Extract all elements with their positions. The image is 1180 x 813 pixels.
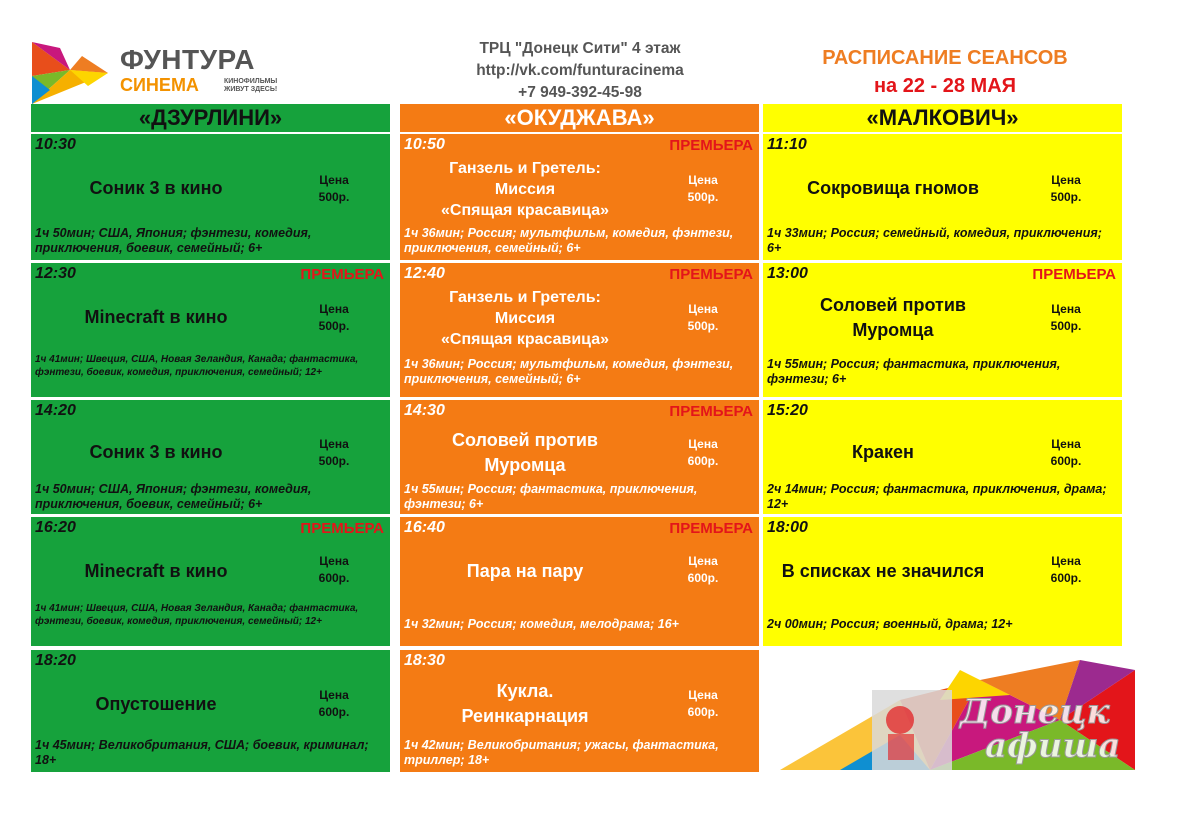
film-title: [31, 559, 281, 584]
session-cell[interactable]: [763, 263, 1122, 397]
film-info: 2ч 00мин; Россия; военный, драма; 12+: [767, 617, 1013, 631]
price: [1031, 553, 1101, 587]
film-title-line: Пара на пару: [466, 561, 584, 581]
film-title-line: Реинкарнация: [461, 706, 589, 726]
logo-tagline-1: КИНОФИЛЬМЫ: [224, 78, 278, 85]
hall-header: «ДЗУРЛИНИ»: [31, 104, 390, 132]
logo-name-bottom: СИНЕМА: [120, 75, 199, 95]
donetsk-afisha-watermark: [780, 660, 1140, 775]
session-time: 14:20: [35, 402, 76, 419]
film-title-line: Соловей против: [819, 295, 966, 315]
premiere-badge: ПРЕМЬЕРА: [669, 266, 753, 283]
film-info: 1ч 45мин; Великобритания, США; боевик, криминал; 18+: [35, 738, 369, 767]
session-time: 18:30: [404, 652, 445, 669]
price: [668, 436, 738, 470]
price-label: Цена: [688, 437, 718, 451]
film-title-line: Ганзель и Гретель:: [449, 160, 601, 177]
session-cell[interactable]: [763, 134, 1122, 260]
schedule-dates: на 22 - 28 МАЯ: [873, 75, 1017, 97]
price: [299, 553, 369, 587]
price-label: Цена: [319, 688, 349, 702]
session-time: 12:40: [404, 265, 445, 282]
film-title: [400, 559, 650, 584]
price-label: Цена: [688, 554, 718, 568]
film-title: [31, 692, 281, 717]
watermark-text-2: афиша: [985, 726, 1121, 766]
film-title: [400, 679, 650, 729]
price-label: Цена: [319, 437, 349, 451]
film-title-line: «Спящая красавица»: [441, 202, 609, 219]
film-title-line: Опустошение: [95, 694, 217, 714]
film-title-line: Соловей против: [451, 430, 598, 450]
premiere-badge: ПРЕМЬЕРА: [300, 520, 384, 537]
price-label: Цена: [1051, 437, 1081, 451]
price-label: Цена: [319, 173, 349, 187]
film-info: 2ч 14мин; Россия; фантастика, приключения, драма; 12+: [767, 482, 1107, 511]
film-info: 1ч 55мин; Россия; фантастика, приключения, фэнтези; 6+: [767, 357, 1061, 386]
schedule-title: РАСПИСАНИЕ СЕАНСОВ: [822, 47, 1068, 69]
price-value: 500р.: [687, 190, 719, 204]
film-title: [400, 287, 650, 350]
film-title-line: «Спящая красавица»: [441, 331, 609, 348]
premiere-badge: ПРЕМЬЕРА: [669, 403, 753, 420]
film-info: 1ч 41мин; Швеция, США, Новая Зеландия, Канада; фантастика, фэнтези, боевик, комедия, приключения, семейный; 12+: [35, 354, 359, 378]
film-info: 1ч 33мин; Россия; семейный, комедия, приключения; 6+: [767, 226, 1102, 255]
premiere-badge: ПРЕМЬЕРА: [1032, 266, 1116, 283]
film-title-line: Муромца: [484, 455, 566, 475]
session-time: 10:30: [35, 136, 76, 153]
logo-tagline-2: ЖИВУТ ЗДЕСЬ!: [224, 86, 278, 93]
film-info: 1ч 36мин; Россия; мультфильм, комедия, фэнтези, приключения, семейный; 6+: [404, 357, 734, 386]
premiere-badge: ПРЕМЬЕРА: [669, 137, 753, 154]
session-time: 18:00: [767, 519, 808, 536]
price-value: 500р.: [318, 190, 350, 204]
film-info: 1ч 55мин; Россия; фантастика, приключения, фэнтези; 6+: [404, 482, 698, 511]
film-title-line: В списках не значился: [781, 561, 985, 581]
price: [1031, 301, 1101, 335]
price-label: Цена: [688, 173, 718, 187]
session-time: 10:50: [404, 136, 445, 153]
venue-info: [400, 38, 760, 104]
hall-header: «ОКУДЖАВА»: [400, 104, 759, 132]
price-value: 600р.: [687, 454, 719, 468]
film-title-line: Сокровища гномов: [807, 178, 979, 198]
price: [299, 301, 369, 335]
film-info: 1ч 32мин; Россия; комедия, мелодрама; 16+: [404, 617, 679, 631]
price-value: 500р.: [687, 319, 719, 333]
venue-phone: +7 949-392-45-98: [518, 84, 642, 101]
price-value: 500р.: [318, 454, 350, 468]
logo-triangles-icon: [30, 40, 115, 106]
logo-tagline: [224, 78, 277, 94]
session-time: 18:20: [35, 652, 76, 669]
price: [668, 553, 738, 587]
price-value: 600р.: [687, 571, 719, 585]
film-title: [763, 293, 1023, 343]
film-title-line: Minecraft в кино: [84, 561, 228, 581]
price: [1031, 172, 1101, 206]
price-value: 600р.: [1050, 571, 1082, 585]
film-title: [763, 440, 1003, 465]
price-value: 500р.: [1050, 190, 1082, 204]
hall-column-okudzhava: [400, 104, 759, 132]
price: [299, 687, 369, 721]
film-title: [31, 440, 281, 465]
film-info: 1ч 41мин; Швеция, США, Новая Зеландия, Канада; фантастика, фэнтези, боевик, комедия, приключения, семейный; 12+: [35, 603, 359, 627]
session-time: 14:30: [404, 402, 445, 419]
price: [299, 436, 369, 470]
session-cell[interactable]: [400, 134, 759, 260]
film-title-line: Соник 3 в кино: [89, 442, 223, 462]
price: [668, 687, 738, 721]
price: [668, 301, 738, 335]
film-title: [763, 176, 1023, 201]
price-label: Цена: [688, 688, 718, 702]
film-title-line: Соник 3 в кино: [89, 178, 223, 198]
premiere-badge: ПРЕМЬЕРА: [669, 520, 753, 537]
session-time: 11:10: [767, 136, 807, 153]
film-info: 1ч 42мин; Великобритания; ужасы, фантастика, триллер; 18+: [404, 738, 719, 767]
film-title: [400, 158, 650, 221]
session-time: 13:00: [767, 265, 808, 282]
session-time: 16:40: [404, 519, 445, 536]
film-info: 1ч 50мин; США, Япония; фэнтези, комедия, приключения, боевик, семейный; 6+: [35, 226, 312, 255]
price-label: Цена: [1051, 554, 1081, 568]
hall-column-dzurlini: [31, 104, 390, 132]
cinema-logo: [30, 40, 300, 106]
price-value: 600р.: [318, 571, 350, 585]
hall-column-malkovich: [763, 104, 1122, 132]
session-cell[interactable]: [31, 650, 390, 772]
film-title-line: Minecraft в кино: [84, 307, 228, 327]
price: [299, 172, 369, 206]
film-title-line: Кракен: [852, 442, 914, 462]
venue-address: ТРЦ "Донецк Сити" 4 этаж: [479, 40, 681, 57]
price-label: Цена: [1051, 302, 1081, 316]
film-title: [400, 428, 650, 478]
session-cell[interactable]: [31, 400, 390, 514]
price-value: 600р.: [318, 705, 350, 719]
session-cell[interactable]: [400, 400, 759, 514]
film-title-line: Муромца: [852, 320, 934, 340]
session-time: 15:20: [767, 402, 808, 419]
session-cell[interactable]: [31, 134, 390, 260]
film-info: 1ч 36мин; Россия; мультфильм, комедия, фэнтези, приключения, семейный; 6+: [404, 226, 734, 255]
film-title-line: Миссия: [494, 181, 556, 198]
price-label: Цена: [688, 302, 718, 316]
logo-name-top: ФУНТУРА: [120, 44, 255, 75]
session-cell[interactable]: [31, 263, 390, 397]
film-title: [31, 305, 281, 330]
watermark-text-1: Донецк: [960, 692, 1110, 732]
price-value: 500р.: [1050, 319, 1082, 333]
session-cell[interactable]: [31, 517, 390, 646]
premiere-badge: ПРЕМЬЕРА: [300, 266, 384, 283]
price-label: Цена: [319, 302, 349, 316]
film-title-line: Ганзель и Гретель:: [449, 289, 601, 306]
hall-header: «МАЛКОВИЧ»: [763, 104, 1122, 132]
session-cell[interactable]: [763, 517, 1122, 646]
film-title-line: Миссия: [494, 310, 556, 327]
price: [1031, 436, 1101, 470]
session-time: 12:30: [35, 265, 76, 282]
price: [668, 172, 738, 206]
session-cell[interactable]: [400, 517, 759, 646]
price-label: Цена: [319, 554, 349, 568]
price-value: 600р.: [1050, 454, 1082, 468]
film-title-line: Кукла.: [496, 681, 554, 701]
schedule-title-block: [770, 44, 1120, 100]
price-value: 600р.: [687, 705, 719, 719]
price-value: 500р.: [318, 319, 350, 333]
film-info: 1ч 50мин; США, Япония; фэнтези, комедия, приключения, боевик, семейный; 6+: [35, 482, 312, 511]
session-cell[interactable]: [400, 263, 759, 397]
film-title: [763, 559, 1003, 584]
venue-link[interactable]: http://vk.com/funturacinema: [476, 62, 684, 79]
session-cell[interactable]: [763, 400, 1122, 514]
session-cell[interactable]: [400, 650, 759, 772]
film-title: [31, 176, 281, 201]
price-label: Цена: [1051, 173, 1081, 187]
session-time: 16:20: [35, 519, 76, 536]
